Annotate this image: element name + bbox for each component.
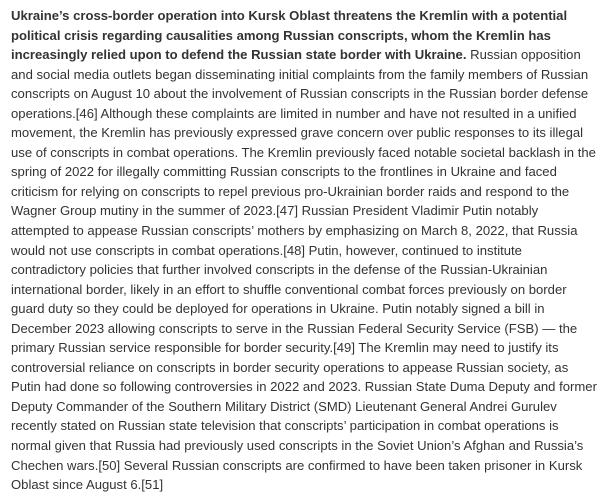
paragraph-body-text: Russian opposition and social media outlets began disseminating initial complaints from the family members of Russian conscripts on August 10 about the involvement of Russian conscripts in the Russian border defense operations.[46] Although these complaints are limited in number and have not resulted in a unified movement, the Kremlin has previously expressed grave concern over public responses to its illegal use of conscripts in combat operations. The Kremlin previously faced notable societal backlash in the spring of 2022 for illegally committing Russian conscripts to the frontlines in Ukraine and faced criticism for relying on conscripts to repel previous pro-Ukrainian border raids and respond to the Wagner Group mutiny in the summer of 2023.[47] Russian President Vladimir Putin notably attempted to appease Russian conscripts’ mothers by emphasizing on March 8, 2022, that Russia would not use conscripts in combat operations.[48] Putin, however, continued to institute contradictory policies that further involved conscripts in the defense of the Russian-Ukrainian international border, likely in an effort to shuffle conventional combat forces previously on border guard duty so they could be deployed for operations in Ukraine. Putin notably signed a bill in December 2023 allowing conscripts to serve in the Russian Federal Security Service (FSB) — the primary Russian service responsible for border security.[49] The Kremlin may need to justify its controversial reliance on conscripts in border security operations to appease Russian society, as Putin had done so following controversies in 2022 and 2023. Russian State Duma Deputy and former Deputy Commander of the Southern Military District (SMD) Lieutenant General Andrei Gurulev recently stated on Russian state television that conscripts’ participation in combat operations is normal given that Russia had previously used conscripts in the Soviet Union’s Afghan and Russia’s Chechen wars.[50] Several Russian conscripts are confirmed to have been taken prisoner in Kursk Oblast since August 6.[51] — [11, 47, 597, 493]
article-paragraph — [11, 6, 600, 495]
lead-sentence-bold: Ukraine’s cross-border operation into Kursk Oblast threatens the Kremlin with a potential political crisis regarding causalities among Russian conscripts, whom the Kremlin has increasingly relied upon to defend the Russian state border with Ukraine. — [11, 8, 568, 63]
